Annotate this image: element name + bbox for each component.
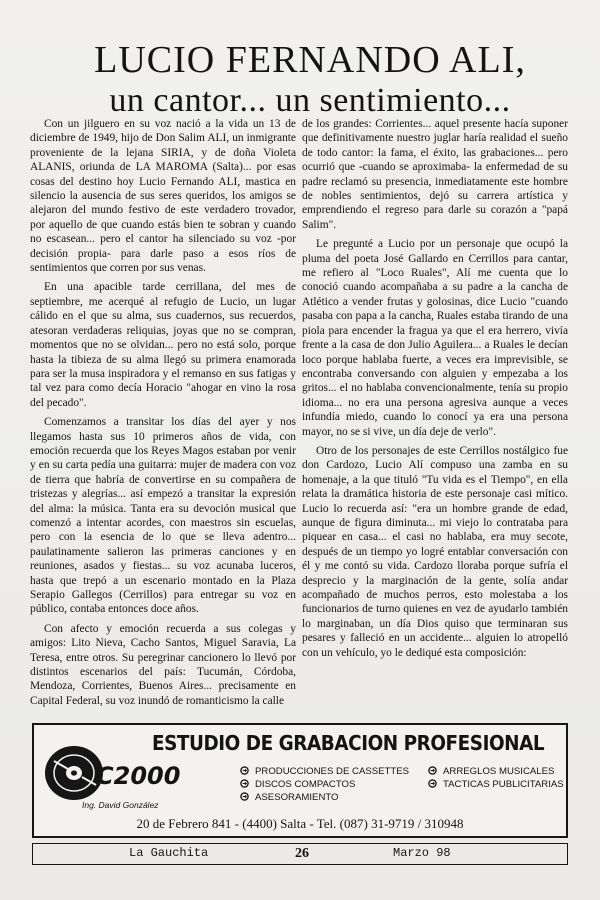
bullet-icon: [428, 766, 437, 775]
paragraph: En una apacible tarde cerrillana, del mes de septiembre, me acerqué al refugio de Lucio, un lugar cálido en el que su alma, sus cuadernos, sus recuerdos, atesoran verdaderas reliquias, joyas que no se compran, momentos que no se olvidan... pero no está solo, porque hasta la tibieza de su alma llegó su primera enamorada para ser la musa inspiradora y el remanso en sus fatigas y tal vez para como decía Horacio "ahogar en vino la rosa del pecado".: [30, 281, 296, 409]
paragraph: Con un jilguero en su voz nació a la vida un 13 de diciembre de 1949, hijo de Don Salim ALI, un inmigrante proveniente de la lejana SIRIA, y de doña Violeta ALANIS, oriunda de LA MAROMA (Salta)... por esas cosas del destino hoy Lucio Fernando ALI, mastica en silencio la ausencia de sus seres queridos, los amigos se alejaron del mundo festivo de este verdadero trovador, por aquello de que cuando estás bien te sobran y cuando no escasean... pero el cantor ha silenciado su voz -por decisión propia- para darle paso a esos ríos de sentimientos que corren por sus venas.: [30, 118, 296, 275]
service-label: PRODUCCIONES DE CASSETTES: [255, 766, 410, 777]
paragraph: de los grandes: Corrientes... aquel presente hacía suponer que definitivamente nuestro juglar haría realidad el sueño de todo cantor: la fama, el éxito, las grabaciones... pero ocurrió que -cuando se aproximaba- la enfermedad de su padre reclamó su presencia, inmediatamente este hombre de nobles sentimientos, dejó su carrera artística y emprendiendo el regreso para darle su corazón a "papá Salim".: [302, 118, 568, 231]
article-column-right: [302, 117, 568, 719]
services-list-b: [428, 765, 564, 791]
bullet-icon: [240, 766, 249, 775]
studio-contact-address: 20 de Febrero 841 - (4400) Salta - Tel. (087) 31-9719 / 310948: [136, 816, 464, 831]
service-item: [428, 778, 564, 791]
article-title: LUCIO FERNANDO ALI,: [94, 39, 526, 81]
paragraph: Le pregunté a Lucio por un personaje que ocupó la pluma del poeta José Gallardo en Cerrillos para cantar, me refiero al "Loco Ruales", Alí me cuenta que lo conoció cuando acompañaba a su padre a la cancha de Atlético a vender frutas y golosinas, dice Lucio "cuando pasaba con papa a la cancha, Ruales estaba tirando de una piola para encender la fragua ya que el era herrero, vivía frente a la casa de don Julio Aguilera... a Ruales le decían loco porque hablaba fuerte, a veces era imprevisible, se encontraba conversando con alguien y empezaba a los gritos... el no hablaba convencionalmente, tenía su propio idioma... no era una persona agresiva aunque a veces infundía miedo, cuando lo conocí ya era una persona mayor, no se si vive, un día deje de verlo".: [302, 238, 568, 438]
engineer-credit: Ing. David González: [82, 800, 159, 810]
service-label: ARREGLOS MUSICALES: [443, 766, 555, 777]
page-footer: [32, 843, 568, 865]
service-item: [240, 778, 409, 791]
studio-advertisement: [32, 723, 568, 838]
service-label: ASESORAMIENTO: [255, 792, 339, 803]
paragraph: Comenzamos a transitar los días del ayer y nos llegamos hasta sus 10 primeros años de vida, con emoción recuerda que los Reyes Magos estaban por venir y en su carta pedía una guitarra: mujer de madera con voz de tierra que habría de convertirse en su compañera de tristezas y alegrías... así empezó a transitar la expresión del alma: la música. Tanta era su devoción musical que comenzó a intentar acordes, con maestros sin escuelas, pero con la esencia de lo que se lleva adentro... paulatinamente salieron las primeras canciones y en reuniones, asados y fiestas... su voz acunaba luceros, hasta que trepó a un escenario montado en la Plaza Serapio Gallegos (Cerrillos) para entregar su voz en público, contaba entonces doce años.: [30, 416, 296, 616]
service-item: [428, 765, 564, 778]
service-item: [240, 791, 409, 804]
paragraph: Otro de los personajes de este Cerrillos nostálgico fue don Cardozo, Lucio Alí compuso una zamba en su homenaje, a la que tituló "Tu vida es el Tiempo", en ella relata la dramática historia de este personaje casi mítico. Lucio lo recuerda así: "era un hombre grande de edad, aunque de figura diminuta... mi viejo lo contrataba para piquear en casa... el casi no hablaba, era muy secote, después de un tiempo yo logré entablar conversación con él y me contó su vida. Cardozo lloraba porque sufría el desprecio y la marginación de la gente, solía andar acompañado de muchos perros, esto molestaba a los funcionarios de turno quienes en vez de ayudarlo también lo marginaban, un día Dios quiso que terminaran sus pesares y falleció en un accidente... alguien lo atropelló con un vehículo, yo le dediqué esta composición:: [302, 444, 568, 659]
service-label: TACTICAS PUBLICITARIAS: [443, 779, 564, 790]
studio-logo-text: C2000: [96, 762, 181, 790]
publication-name: La Gauchita: [129, 846, 209, 860]
ad-headline: ESTUDIO DE GRABACION PROFESIONAL: [152, 731, 545, 755]
paragraph: Con afecto y emoción recuerda a sus colegas y amigos: Lito Nieva, Cacho Santos, Miguel Saravia, La Teresa, entre otros. Su peregrinar cancionero lo llevó por distintos escenarios del país: Tucumán, Córdoba, Mendoza, Corrientes, Buenos Aires... precisamente en Capital Federal, su voz inundó de romanticismo la calle: [30, 622, 296, 707]
page-number: 26: [295, 846, 309, 861]
issue-date: Marzo 98: [393, 846, 451, 860]
article-column-left: [30, 117, 296, 719]
service-item: [240, 765, 409, 778]
services-list-a: [240, 765, 409, 804]
bullet-icon: [428, 779, 437, 788]
bullet-icon: [240, 792, 249, 801]
article-subtitle: un cantor... un sentimiento...: [109, 82, 511, 119]
service-label: DISCOS COMPACTOS: [255, 779, 356, 790]
bullet-icon: [240, 779, 249, 788]
